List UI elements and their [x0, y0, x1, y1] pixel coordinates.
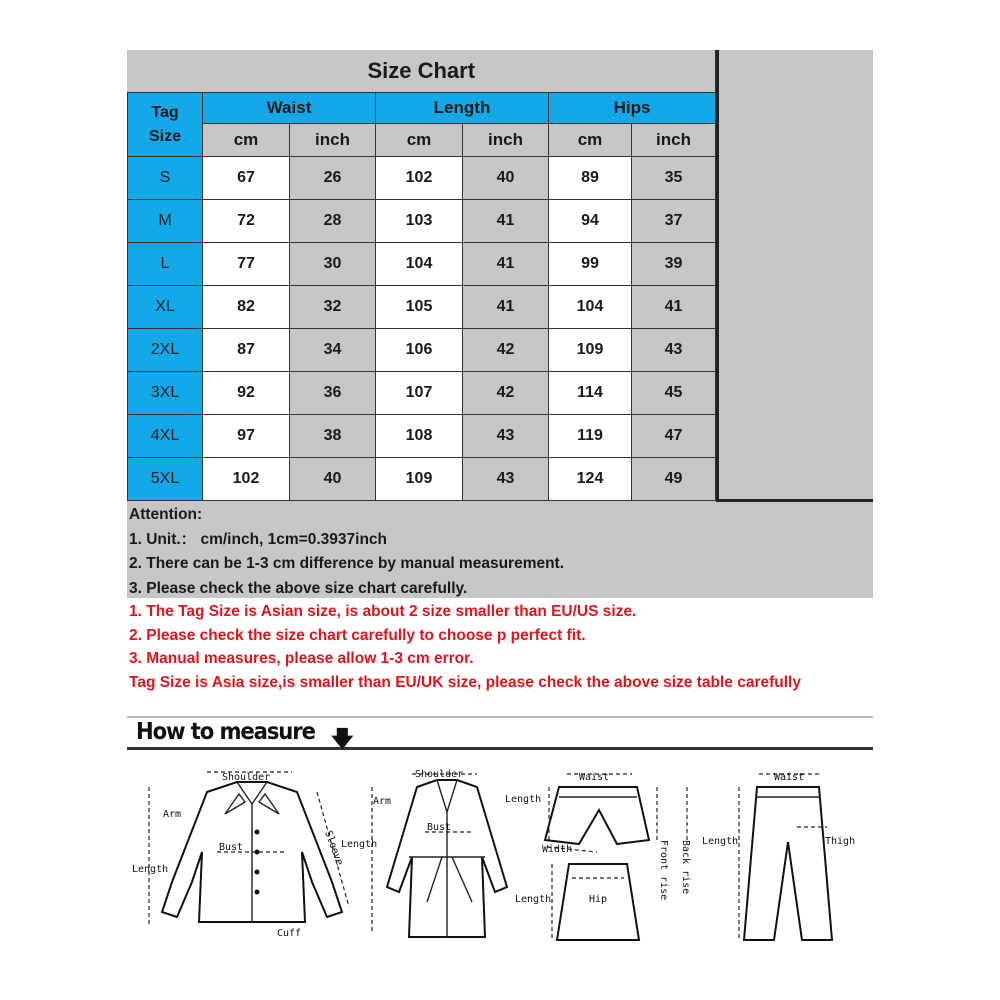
- unit-header: cm: [549, 124, 632, 157]
- table-row: [128, 243, 716, 286]
- waist-label: Waist: [774, 772, 805, 783]
- measurement-cell: 124: [549, 458, 632, 501]
- measurement-cell: 72: [203, 200, 290, 243]
- shoulder-label: Shoulder: [415, 769, 464, 780]
- blouse-illustration: [132, 772, 349, 939]
- measurement-cell: 47: [632, 415, 716, 458]
- table-row: [128, 157, 716, 200]
- table-row: [128, 329, 716, 372]
- tag-size-header-line1: Tag: [151, 103, 179, 121]
- attention-item: 3. Please check the above size chart carefully.: [129, 579, 468, 597]
- back-rise-label: Back rise: [680, 840, 691, 895]
- coat-illustration: [341, 769, 507, 937]
- size-notes: [129, 600, 849, 694]
- hips-header: Hips: [549, 93, 716, 124]
- tag-size-cell: L: [128, 243, 203, 286]
- note-line: 3. Manual measures, please allow 1-3 cm error.: [129, 650, 474, 667]
- measurement-cell: 92: [203, 372, 290, 415]
- attention-item: 2. There can be 1-3 cm difference by manual measurement.: [129, 555, 565, 572]
- measurement-cell: 109: [376, 458, 463, 501]
- table-row: [128, 458, 716, 501]
- attention-item: 1. Unit.： cm/inch, 1cm=0.3937inch: [129, 530, 388, 548]
- tag-size-header: [128, 93, 203, 157]
- measurement-cell: 41: [463, 243, 549, 286]
- arm-label: Arm: [373, 796, 392, 807]
- note-line: 1. The Tag Size is Asian size, is about 2 size smaller than EU/US size.: [129, 603, 637, 620]
- measurement-cell: 105: [376, 286, 463, 329]
- measurement-illustrations: [127, 752, 873, 948]
- tag-size-cell: 4XL: [128, 415, 203, 458]
- measurement-cell: 41: [463, 200, 549, 243]
- tag-size-cell: XL: [128, 286, 203, 329]
- how-to-measure-header: [127, 716, 873, 750]
- measurement-cell: 43: [463, 415, 549, 458]
- attention-block: [129, 503, 564, 601]
- size-chart-title: Size Chart: [128, 50, 716, 93]
- table-row: [128, 200, 716, 243]
- tag-size-cell: 5XL: [128, 458, 203, 501]
- measurement-cell: 43: [632, 329, 716, 372]
- sleeve-label: Sleeve: [322, 829, 345, 867]
- waist-label: Waist: [579, 772, 610, 783]
- unit-header: cm: [203, 124, 290, 157]
- down-arrow-icon: 🡇: [331, 726, 354, 751]
- length-label: Length: [702, 836, 739, 847]
- measurement-cell: 103: [376, 200, 463, 243]
- cuff-label: Cuff: [277, 928, 302, 939]
- measurement-cell: 43: [463, 458, 549, 501]
- note-line: 2. Please check the size chart carefully to choose p perfect fit.: [129, 626, 586, 644]
- measurement-cell: 109: [549, 329, 632, 372]
- arm-label: Arm: [163, 809, 182, 820]
- front-rise-label: Front rise: [658, 840, 669, 901]
- measurement-cell: 106: [376, 329, 463, 372]
- trousers-illustration: [702, 772, 855, 940]
- unit-header: inch: [290, 124, 376, 157]
- unit-header: cm: [376, 124, 463, 157]
- measurement-cell: 97: [203, 415, 290, 458]
- measurement-cell: 41: [463, 286, 549, 329]
- measurement-cell: 102: [376, 157, 463, 200]
- measurement-cell: 77: [203, 243, 290, 286]
- tag-size-cell: 3XL: [128, 372, 203, 415]
- measurement-cell: 38: [290, 415, 376, 458]
- shoulder-label: Shoulder: [222, 772, 271, 783]
- measurement-cell: 26: [290, 157, 376, 200]
- measurement-cell: 67: [203, 157, 290, 200]
- attention-heading: Attention:: [129, 506, 203, 523]
- measurement-cell: 99: [549, 243, 632, 286]
- measurement-cell: 42: [463, 372, 549, 415]
- skirt-illustration: [515, 864, 639, 940]
- measurement-cell: 114: [549, 372, 632, 415]
- measurement-cell: 28: [290, 200, 376, 243]
- tag-size-cell: S: [128, 157, 203, 200]
- measurement-cell: 104: [549, 286, 632, 329]
- measurement-cell: 108: [376, 415, 463, 458]
- measurement-cell: 94: [549, 200, 632, 243]
- thigh-label: Thigh: [825, 836, 856, 847]
- measurement-cell: 35: [632, 157, 716, 200]
- length-header: Length: [376, 93, 549, 124]
- unit-header: inch: [632, 124, 716, 157]
- length-label: Length: [505, 794, 542, 805]
- measurement-cell: 45: [632, 372, 716, 415]
- measurement-cell: 104: [376, 243, 463, 286]
- measurement-cell: 30: [290, 243, 376, 286]
- measurement-cell: 36: [290, 372, 376, 415]
- unit-header: inch: [463, 124, 549, 157]
- measurement-cell: 102: [203, 458, 290, 501]
- bust-label: Bust: [219, 842, 244, 853]
- how-to-measure-title: How to measure: [136, 719, 315, 745]
- measurement-cell: 34: [290, 329, 376, 372]
- measurement-cell: 89: [549, 157, 632, 200]
- measurement-cell: 37: [632, 200, 716, 243]
- measurement-cell: 107: [376, 372, 463, 415]
- table-row: [128, 286, 716, 329]
- hip-label: Hip: [589, 894, 608, 905]
- length-label: Length: [515, 894, 552, 905]
- note-line: Tag Size is Asia size,is smaller than EU/UK size, please check the above size table carefully: [129, 673, 801, 691]
- measurement-cell: 40: [463, 157, 549, 200]
- size-chart-table: [127, 50, 716, 501]
- tag-size-cell: M: [128, 200, 203, 243]
- tag-size-header-line2: Size: [148, 127, 181, 145]
- measurement-cell: 87: [203, 329, 290, 372]
- length-label: Length: [132, 864, 169, 875]
- measurement-cell: 119: [549, 415, 632, 458]
- measurement-cell: 82: [203, 286, 290, 329]
- measurement-cell: 39: [632, 243, 716, 286]
- waist-header: Waist: [203, 93, 376, 124]
- measurement-cell: 42: [463, 329, 549, 372]
- measurement-cell: 32: [290, 286, 376, 329]
- measurement-cell: 49: [632, 458, 716, 501]
- measurement-cell: 40: [290, 458, 376, 501]
- side-panel: [716, 50, 873, 502]
- width-label: Width: [542, 844, 573, 855]
- table-row: [128, 415, 716, 458]
- measurement-cell: 41: [632, 286, 716, 329]
- table-row: [128, 372, 716, 415]
- bust-label: Bust: [427, 822, 452, 833]
- tag-size-cell: 2XL: [128, 329, 203, 372]
- length-label: Length: [341, 839, 378, 850]
